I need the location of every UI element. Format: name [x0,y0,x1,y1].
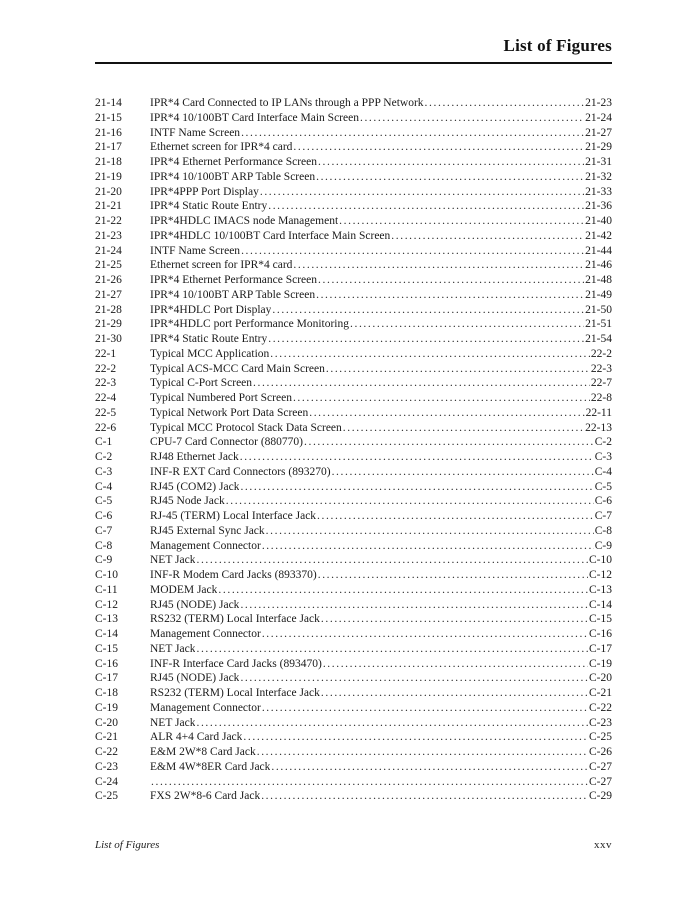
figure-title: IPR*4HDLC 10/100BT Card Interface Main Screen [150,229,391,242]
figure-title: NET Jack [150,716,196,729]
figure-entry [95,244,612,259]
figure-title: RJ45 (NODE) Jack [150,672,240,685]
dot-leader [318,568,588,583]
figure-page: C-13 [589,583,612,596]
figure-page: C-3 [594,451,612,463]
figure-title: Management Connector [150,701,261,714]
figure-entry [95,465,612,480]
figure-number: C-2 [95,451,113,463]
figure-entry [95,406,612,421]
figure-number: 21-15 [95,111,122,124]
dot-leader [257,745,588,760]
figure-title: Ethernet screen for IPR*4 card [150,259,293,272]
figure-title: IPR*4 Card Connected to IP LANs through a PPP Network [150,97,424,109]
dot-leader [391,229,584,244]
figure-entry [95,140,612,155]
figure-title: IPR*4 Static Route Entry [150,333,268,345]
figure-entry [95,288,612,303]
figure-page: C-16 [589,628,612,640]
figure-number: 21-17 [95,141,122,154]
figure-number: 21-16 [95,126,122,139]
figure-title: Management Connector [150,539,261,552]
dot-leader [293,391,590,406]
figure-entry [95,716,612,731]
figure-title: IPR*4 10/100BT ARP Table Screen [150,170,316,183]
figure-page: 21-49 [585,288,612,301]
figure-title: IPR*4 Static Route Entry [150,200,268,213]
figure-page: 21-40 [585,215,612,227]
figure-title: Typical C-Port Screen [150,377,253,390]
figure-page: 21-54 [585,333,612,345]
figure-number: 21-27 [95,288,122,301]
figure-number: C-6 [95,510,113,522]
figure-title: IPR*4HDLC port Performance Monitoring [150,318,349,331]
dot-leader [293,258,584,273]
figure-number: C-10 [95,569,118,581]
figure-entry [95,657,612,672]
figure-entry [95,701,612,716]
figure-page: C-29 [589,790,612,803]
figure-number: C-25 [95,790,118,803]
figure-number: C-24 [95,775,118,788]
dot-leader [240,480,593,495]
dot-leader [339,214,584,229]
figure-entry [95,435,612,450]
figure-page: C-19 [589,657,612,670]
figure-number: 22-6 [95,421,117,434]
figure-number: 22-5 [95,406,117,419]
figure-title: E&M 2W*8 Card Jack [150,746,256,758]
figure-page: 21-51 [585,318,612,331]
figure-number: 21-19 [95,170,122,183]
dot-leader [321,612,588,627]
figure-page: 21-44 [585,244,612,257]
dot-leader [304,435,594,450]
figure-entry [95,598,612,613]
figure-page: C-27 [589,760,612,773]
figure-page: C-15 [589,613,612,626]
page-header [95,36,612,64]
figure-title: Typical Numbered Port Screen [150,392,292,404]
dot-leader [268,332,584,347]
figure-entry [95,96,612,111]
figure-number: 21-24 [95,244,122,257]
figure-list [95,96,612,804]
figure-number: C-16 [95,657,118,670]
figure-page: 22-7 [590,377,612,390]
figure-number: C-21 [95,731,118,744]
figure-entry [95,273,612,288]
figure-number: 22-2 [95,362,117,375]
dot-leader [360,111,584,126]
figure-title: IPR*4 10/100BT ARP Table Screen [150,288,316,301]
figure-page: 22-3 [590,362,612,375]
figure-title: Typical ACS-MCC Card Main Screen [150,362,325,375]
dot-leader [196,553,588,568]
figure-number: C-20 [95,716,118,729]
figure-title: INF-R Modem Card Jacks (893370) [150,569,317,581]
dot-leader [316,288,584,303]
figure-number: C-23 [95,760,118,773]
dot-leader [240,450,594,465]
figure-page: 22-13 [585,421,612,434]
figure-title: RJ45 (COM2) Jack [150,480,240,493]
dot-leader [196,716,588,731]
figure-entry [95,332,612,347]
figure-entry [95,347,612,362]
figure-number: C-9 [95,554,113,567]
figure-number: 21-21 [95,200,122,213]
dot-leader [321,686,588,701]
figure-page: C-26 [589,746,612,758]
figure-title: IPR*4 Ethernet Performance Screen [150,156,318,168]
dot-leader [243,730,588,745]
figure-entry [95,258,612,273]
figure-page: 21-23 [585,97,612,109]
figure-page: C-5 [594,480,612,493]
figure-title: RJ48 Ethernet Jack [150,451,239,463]
dot-leader [318,155,584,170]
dot-leader [196,642,588,657]
figure-number: C-1 [95,436,113,449]
figure-entry [95,583,612,598]
figure-entry [95,612,612,627]
figure-entry [95,421,612,436]
figure-number: C-17 [95,672,118,685]
figure-page: 21-46 [585,259,612,272]
figure-title: INTF Name Screen [150,126,241,139]
figure-number: 22-1 [95,347,117,360]
dot-leader [343,421,584,436]
figure-number: C-7 [95,524,113,537]
dot-leader [218,583,588,598]
figure-entry [95,760,612,775]
figure-entry [95,627,612,642]
figure-entry [95,126,612,141]
dot-leader [268,199,584,214]
figure-title: ALR 4+4 Card Jack [150,731,243,744]
figure-number: C-19 [95,701,118,714]
dot-leader [318,273,584,288]
figure-title: FXS 2W*8-6 Card Jack [150,790,261,803]
figure-page: C-9 [594,539,612,552]
figure-entry [95,450,612,465]
figure-page: 21-48 [585,274,612,286]
dot-leader [226,494,594,509]
dot-leader [241,126,584,141]
figure-title: IPR*4 Ethernet Performance Screen [150,274,318,286]
figure-number: C-22 [95,746,118,758]
figure-title: INF-R EXT Card Connectors (893270) [150,465,331,478]
figure-number: 21-30 [95,333,122,345]
figure-page: 21-50 [585,303,612,316]
figure-entry [95,317,612,332]
figure-page: C-12 [589,569,612,581]
figure-number: 21-25 [95,259,122,272]
figure-entry [95,303,612,318]
figure-page: 21-31 [585,156,612,168]
figure-page: C-25 [589,731,612,744]
figure-entry [95,539,612,554]
figure-number: C-5 [95,495,113,508]
footer-page-number: xxv [594,839,612,851]
figure-title: INTF Name Screen [150,244,241,257]
figure-title: Ethernet screen for IPR*4 card [150,141,293,154]
figure-number: 22-3 [95,377,117,390]
figure-title: Typical Network Port Data Screen [150,406,309,419]
figure-title: RS232 (TERM) Local Interface Jack [150,687,320,699]
figure-page: C-20 [589,672,612,685]
figure-page: C-17 [589,642,612,655]
figure-page: 21-42 [585,229,612,242]
figure-number: 22-4 [95,392,117,404]
figure-entry [95,480,612,495]
dot-leader [261,789,588,804]
figure-page: 21-27 [585,126,612,139]
figure-entry [95,170,612,185]
figure-title: IPR*4HDLC Port Display [150,303,272,316]
figure-page: C-22 [589,701,612,714]
figure-number: C-13 [95,613,118,626]
figure-entry [95,775,612,790]
dot-leader [272,303,584,318]
figure-page: C-27 [589,775,612,788]
dot-leader [240,671,588,686]
dot-leader [270,347,590,362]
page-footer [95,839,612,851]
dot-leader [262,539,594,554]
dot-leader [262,627,588,642]
dot-leader [271,760,588,775]
dot-leader [309,406,584,421]
dot-leader [253,376,590,391]
figure-title: CPU-7 Card Connector (880770) [150,436,303,449]
figure-page: 21-32 [585,170,612,183]
footer-section-title: List of Figures [95,839,160,851]
dot-leader [151,775,588,790]
figure-page: C-7 [594,510,612,522]
figure-page: C-2 [594,436,612,449]
figure-title: Typical MCC Application [150,347,270,360]
dot-leader [260,185,584,200]
dot-leader [350,317,584,332]
figure-number: 21-20 [95,185,122,198]
dot-leader [293,140,584,155]
figure-page: C-21 [589,687,612,699]
dot-leader [266,524,594,539]
figure-number: 21-22 [95,215,122,227]
figure-title: Typical MCC Protocol Stack Data Screen [150,421,342,434]
figure-title: NET Jack [150,642,196,655]
figure-number: C-12 [95,598,118,611]
figure-title: IPR*4 10/100BT Card Interface Main Screen [150,111,359,124]
figure-entry [95,214,612,229]
figure-entry [95,185,612,200]
dot-leader [316,170,584,185]
figure-page: 21-29 [585,141,612,154]
dot-leader [240,598,588,613]
figure-title: RS232 (TERM) Local Interface Jack [150,613,320,626]
figure-number: C-14 [95,628,118,640]
figure-title: RJ-45 (TERM) Local Interface Jack [150,510,317,522]
figure-number: C-4 [95,480,113,493]
figure-title: RJ45 (NODE) Jack [150,598,240,611]
figure-page: 22-8 [590,392,612,404]
dot-leader [262,701,588,716]
figure-page: 22-11 [585,406,612,419]
figure-page: 21-33 [585,185,612,198]
figure-number: C-18 [95,687,118,699]
dot-leader [425,96,585,111]
figure-page: C-8 [594,524,612,537]
figure-title: NET Jack [150,554,196,567]
figure-entry [95,642,612,657]
figure-title: E&M 4W*8ER Card Jack [150,760,271,773]
page-title: List of Figures [503,36,612,55]
figure-number: 21-26 [95,274,122,286]
figure-number: C-15 [95,642,118,655]
figure-number: C-11 [95,583,118,596]
figure-title: RJ45 External Sync Jack [150,524,265,537]
figure-number: 21-29 [95,318,122,331]
figure-page: C-4 [594,465,612,478]
figure-entry [95,494,612,509]
figure-page: C-14 [589,598,612,611]
figure-page: C-23 [589,716,612,729]
figure-number: 21-14 [95,97,122,109]
figure-entry [95,229,612,244]
figure-title: RJ45 Node Jack [150,495,225,508]
figure-page: 21-24 [585,111,612,124]
figure-number: C-3 [95,465,113,478]
figure-entry [95,686,612,701]
figure-entry [95,524,612,539]
figure-title: IPR*4PPP Port Display [150,185,259,198]
figure-page: C-10 [589,554,612,567]
figure-page: 21-36 [585,200,612,213]
figure-title: IPR*4HDLC IMACS node Management [150,215,339,227]
figure-entry [95,568,612,583]
dot-leader [323,657,588,672]
figure-number: 21-23 [95,229,122,242]
figure-page: 22-2 [590,347,612,360]
dot-leader [332,465,594,480]
figure-entry [95,730,612,745]
figure-page: C-6 [594,495,612,508]
figure-entry [95,553,612,568]
figure-entry [95,671,612,686]
dot-leader [326,362,590,377]
figure-entry [95,509,612,524]
figure-title: MODEM Jack [150,583,218,596]
figure-entry [95,376,612,391]
figure-title: INF-R Interface Card Jacks (893470) [150,657,322,670]
figure-entry [95,155,612,170]
figure-title: Management Connector [150,628,261,640]
figure-number: C-8 [95,539,113,552]
figure-entry [95,199,612,214]
figure-entry [95,362,612,377]
figure-entry [95,789,612,804]
figure-number: 21-28 [95,303,122,316]
dot-leader [241,244,584,259]
dot-leader [317,509,594,524]
figure-number: 21-18 [95,156,122,168]
figure-entry [95,745,612,760]
figure-entry [95,111,612,126]
figure-entry [95,391,612,406]
